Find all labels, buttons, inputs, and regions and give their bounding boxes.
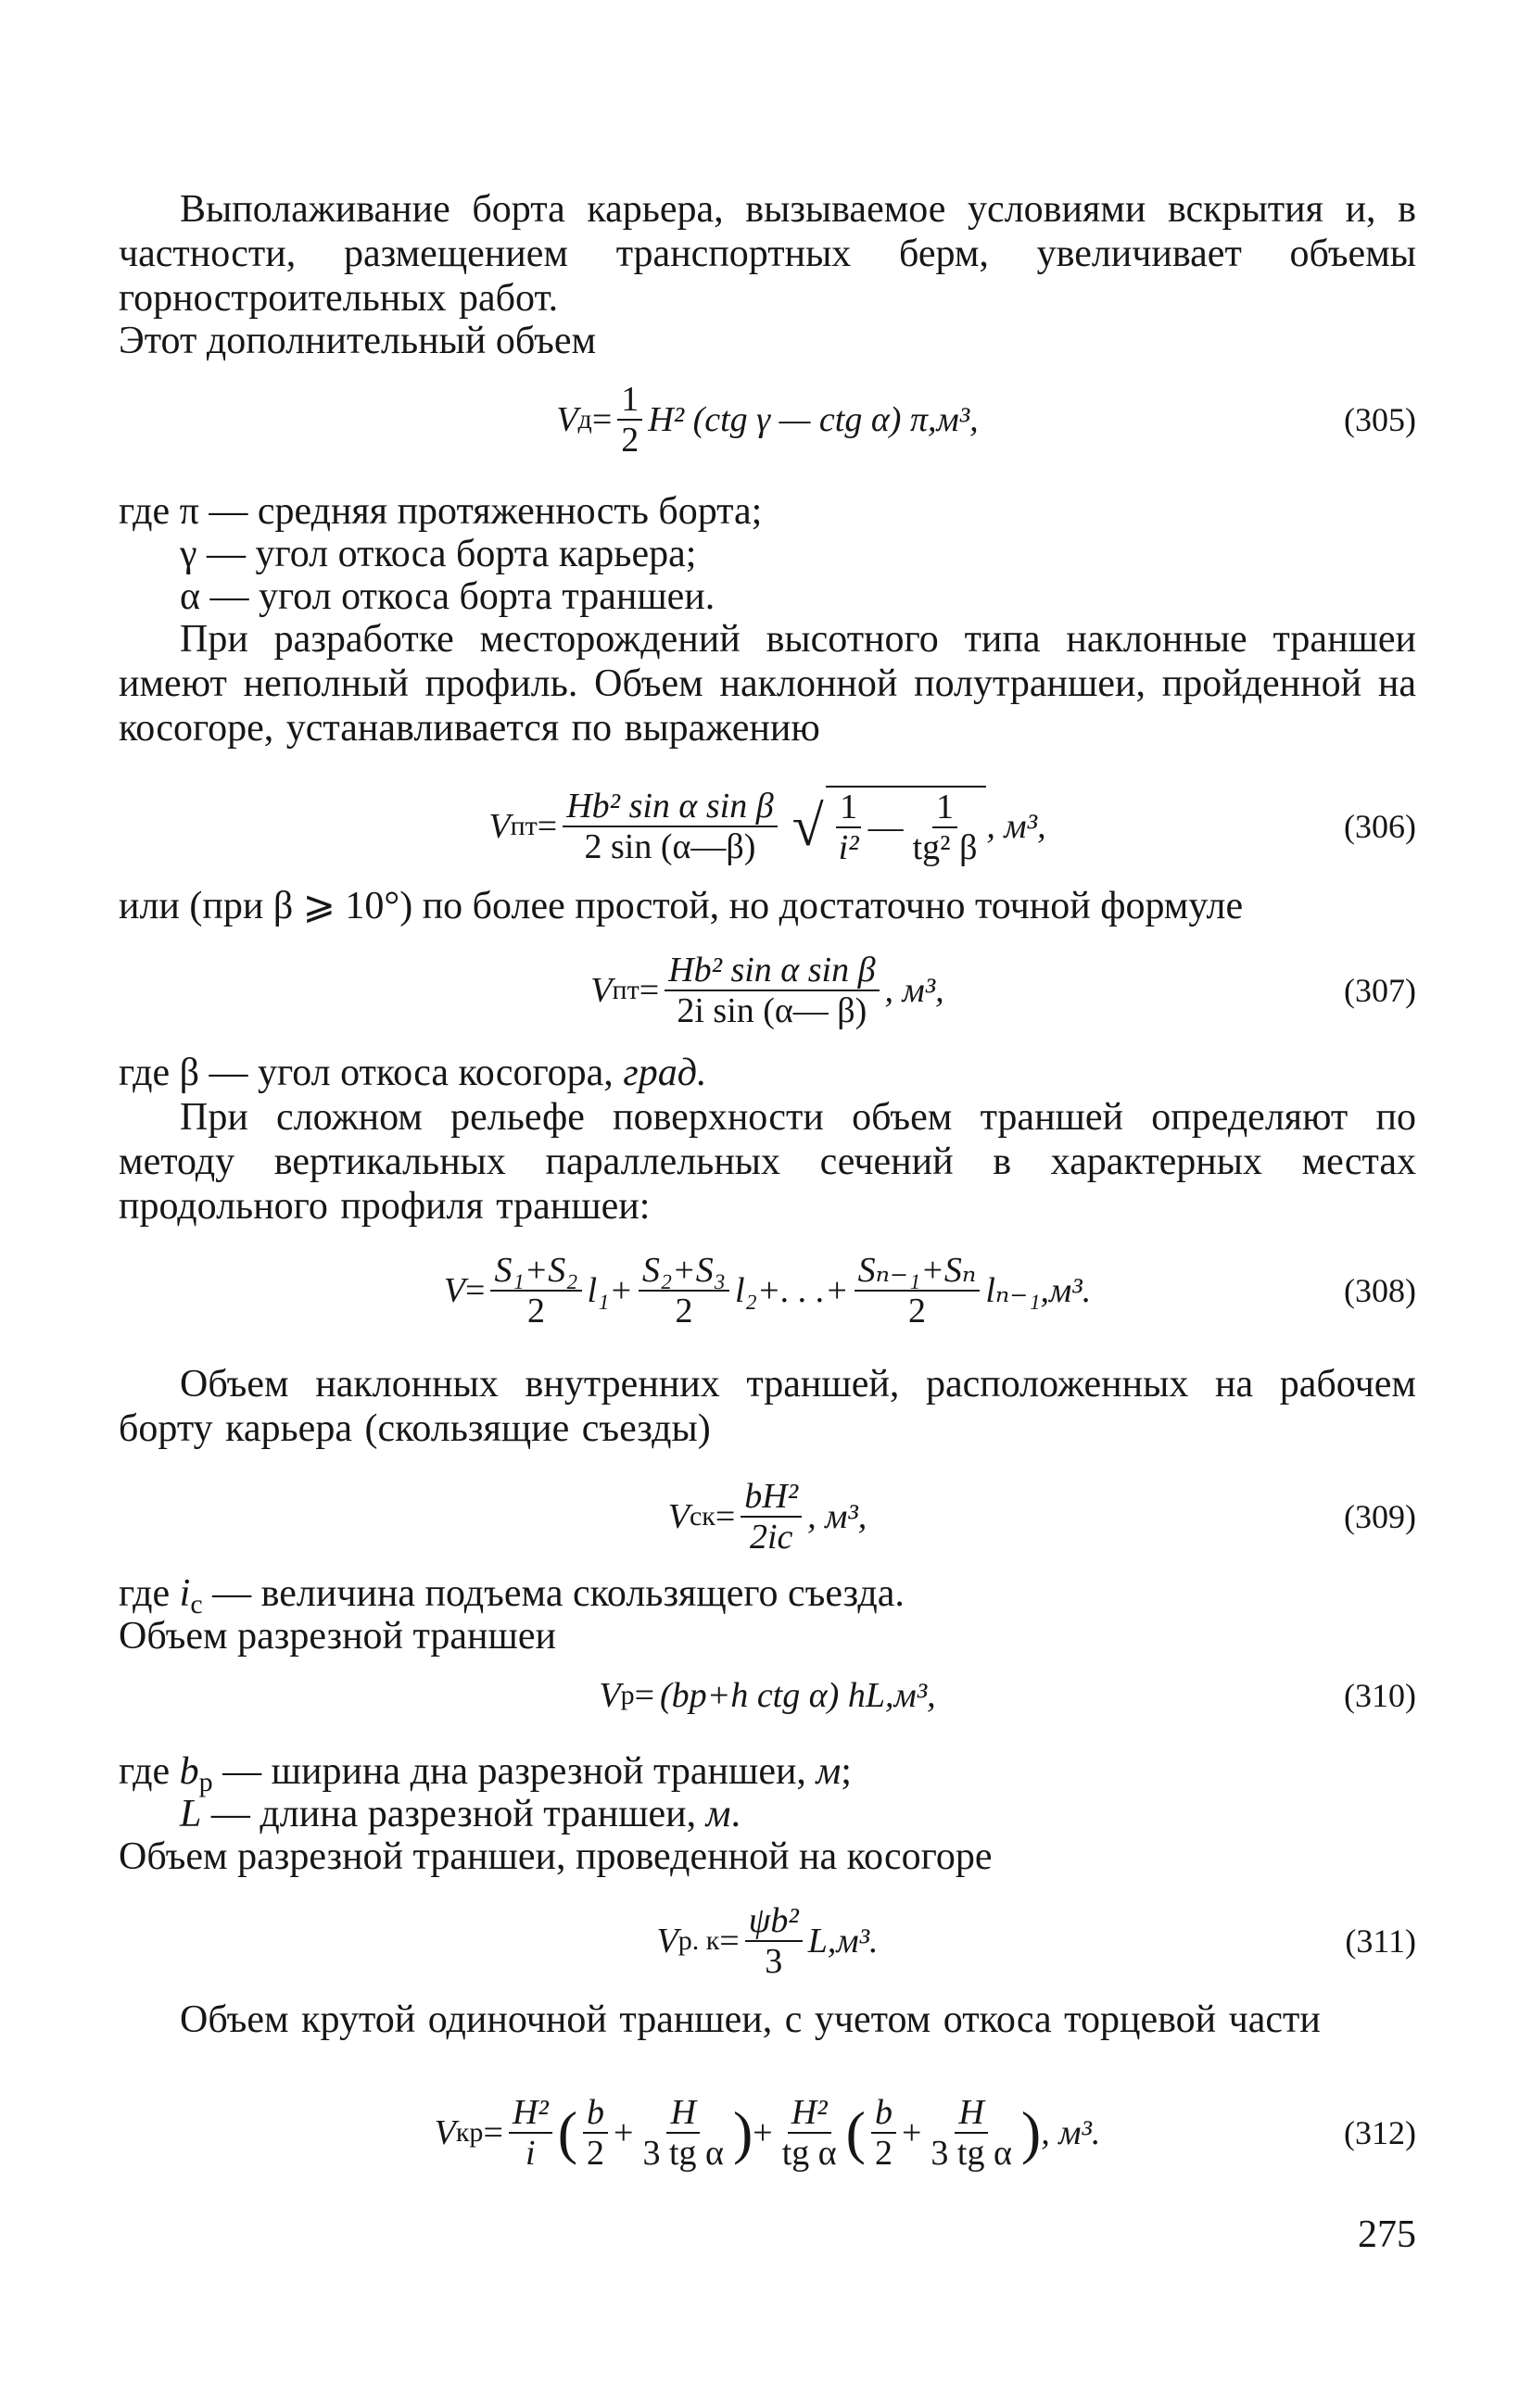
definition-ic: где $i_с$ — величина подъема скользящего съезда.: [119, 1572, 905, 1620]
equation-number: (309): [1344, 1498, 1416, 1535]
equation-306: V пт = $\frac{\text{Hb² sin α sin β}}{2 \sin (\alpha—\beta)}$ √ $\frac{1}{\text{i²}}$ — $\frac{1}{\text{tg² β}}$ , м³, (306): [488, 787, 1416, 867]
paragraph-steep-trench: Объем крутой одиночной траншеи, с учетом откоса торцевой части: [180, 1998, 1321, 2041]
equation-311: V р. к = $\frac{\text{ψb²}}{3}$ L, м³. (311): [656, 1901, 1416, 1981]
paragraph-additional-volume: Этот дополнительный объем: [119, 320, 597, 362]
definition-bp: где $b_р$ — ширина дна разрезной траншеи, м;: [119, 1750, 852, 1797]
equation-number: (310): [1344, 1677, 1416, 1714]
equation-number: (307): [1344, 972, 1416, 1009]
equation-305: V д = $\frac{1}{2}$ H² (ctg γ — ctg α) π, м³, (305): [556, 380, 1416, 460]
definition-alpha: α — угол откоса борта траншеи.: [180, 575, 715, 618]
definition-beta: где β — угол откоса косогора, град.: [119, 1052, 707, 1094]
square-root-sign: √: [791, 795, 824, 858]
paragraph-simpler-formula: или (при β ⩾ 10°) по более простой, но достаточно точной формуле: [119, 885, 1244, 927]
equation-number: (306): [1344, 808, 1416, 845]
definition-l: L — длина разрезной траншеи, м.: [180, 1793, 741, 1835]
paragraph-inner-trenches: Объем наклонных внутренних траншей, расположенных на рабочем борту карьера (скользящие съезды): [119, 1363, 1416, 1450]
paragraph-complex-relief: При сложном рельефе поверхности объем траншей определяют по методу вертикальных параллельных сечений в характерных местах продольного профиля траншеи:: [119, 1096, 1416, 1228]
equation-309: V ск = $\frac{\text{bH²}}{2iс}$ , м³, (309): [667, 1477, 1416, 1557]
book-page: [119, 0, 1416, 2408]
paragraph-slope-cut-trench: Объем разрезной траншеи, проведенной на косогоре: [119, 1835, 993, 1878]
paragraph-flattening: Выполаживание борта карьера, вызываемое условиями вскрытия и, в частности, размещением транспортных берм, увеличивает объемы горностроительных работ.: [119, 188, 1416, 320]
definition-pi: где π — средняя протяженность борта;: [119, 490, 763, 533]
definition-gamma: γ — угол откоса борта карьера;: [180, 533, 697, 575]
equation-307: V пт = $\frac{\text{Hb² sin α sin β}}{\text{2i sin (α— β)}}$ , м³, (307): [590, 951, 1416, 1030]
page-number: 275: [1358, 2213, 1416, 2256]
equation-number: (308): [1344, 1272, 1416, 1309]
paragraph-cut-trench: Объем разрезной траншеи: [119, 1615, 556, 1658]
equation-312: V кр = $\frac{\text{H²}}{i}$ ( $\frac{b}{2}$ + $\frac{H}{\text{3 tg α}}$ ) + $\frac{\text{H²}}{\text{tg α}}$ ( $\frac{b}{2}$ + $\frac{H}{\text{3 tg α}}$ ) , м³. (312): [434, 2093, 1416, 2173]
equation-number: (312): [1344, 2114, 1416, 2151]
equation-number: (311): [1345, 1923, 1416, 1960]
equation-310: V р = (bр+h ctg α) hL, м³, (310): [119, 1651, 1416, 1740]
equation-308: V = $\frac{\text{S₁+S₂}}{2}$ l₁+ $\frac{\text{S₂+S₃}}{2}$ l₂+. . .+ $\frac{\text{Sₙ₋₁+Sₙ}}{2}$ lₙ₋₁, м³. (308): [443, 1251, 1416, 1330]
paragraph-high-deposits: При разработке месторождений высотного типа наклонные траншеи имеют неполный профиль. Объем наклонной полутраншеи, пройденной на косогоре, устанавливается по выражению: [119, 618, 1416, 750]
equation-number: (305): [1344, 401, 1416, 438]
